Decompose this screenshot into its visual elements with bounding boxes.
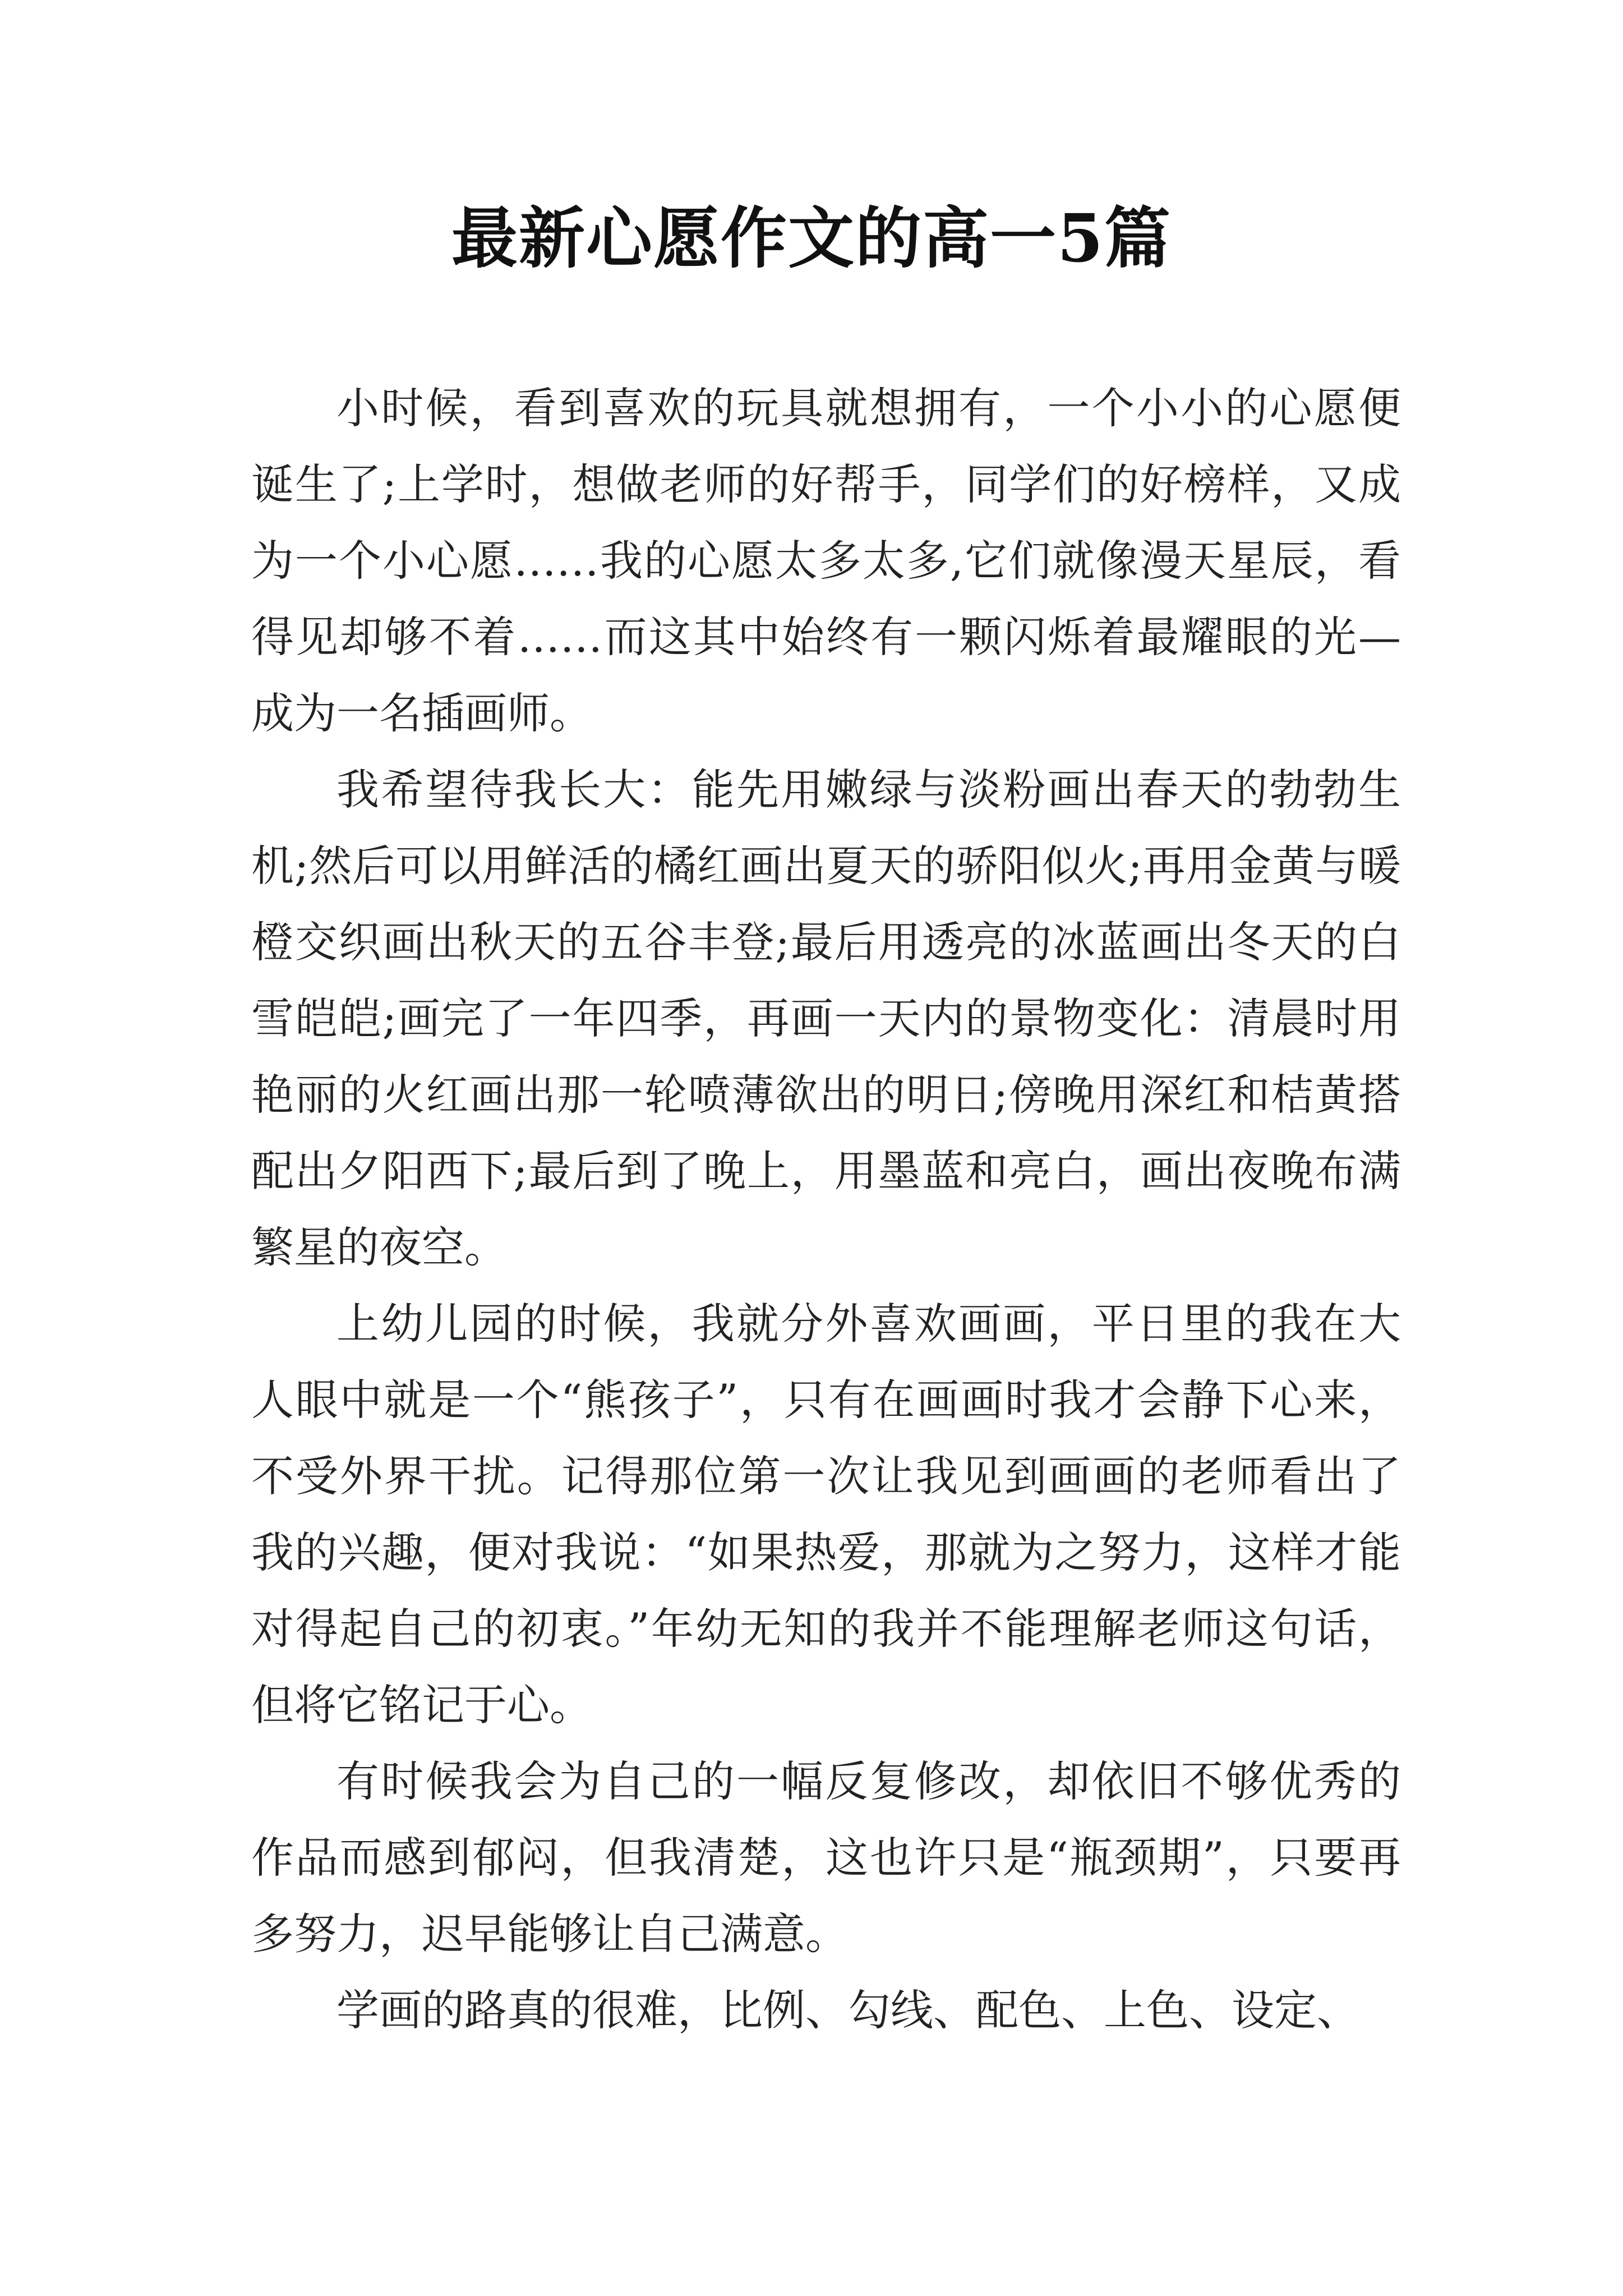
paragraph: 我希望待我长大：能先用嫩绿与淡粉画出春天的勃勃生机;然后可以用鲜活的橘红画出夏天的骄阳似火;再用金黄与暖橙交织画出秋天的五谷丰登;最后用透亮的冰蓝画出冬天的白雪皑皑;画完了一年四季，再画一天内的景物变化：清晨时用艳丽的火红画出那一轮喷薄欲出的明日;傍晚用深红和桔黄搭配出夕阳西下;最后到了晚上，用墨蓝和亮白，画出夜晚布满繁星的夜空。: [251, 765, 1401, 1272]
page-title: 最新心愿作文的高一5篇: [451, 199, 1172, 277]
paragraph: 学画的路真的很难，比例、勾线、配色、上色、设定、: [336, 1985, 1359, 2035]
paragraph: 有时候我会为自己的一幅反复修改，却依旧不够优秀的作品而感到郁闷，但我清楚，这也许只是“瓶颈期”，只要再多努力，迟早能够让自己满意。: [251, 1756, 1401, 1959]
essay-body: [251, 370, 1401, 2049]
paragraph: 上幼儿园的时候，我就分外喜欢画画，平日里的我在大人眼中就是一个“熊孩子”，只有在画画时我才会静下心来，不受外界干扰。记得那位第一次让我见到画画的老师看出了我的兴趣，便对我说：“如果热爱，那就为之努力，这样才能对得起自己的初衷。”年幼无知的我并不能理解老师这句话，但将它铭记于心。: [251, 1299, 1401, 1730]
paragraph: 小时候，看到喜欢的玩具就想拥有，一个小小的心愿便诞生了;上学时，想做老师的好帮手，同学们的好榜样，又成为一个小心愿……我的心愿太多太多,它们就像漫天星辰，看得见却够不着……而这其中始终有一颗闪烁着最耀眼的光—成为一名插画师。: [251, 383, 1401, 738]
